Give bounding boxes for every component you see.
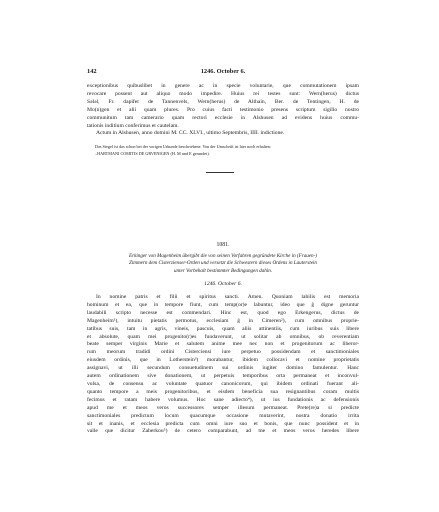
- text-line: communitum tam camerario quam rectori ecclesie in Alshusen ad evidens huius commu-: [87, 114, 359, 121]
- document-body-text: [87, 294, 359, 436]
- text-line: fecimus et ratam habere volumus. Hoc sane adiecto⁴), ut ius fundationis ac defensionis: [87, 396, 359, 403]
- text-line: laudabili scripto necesse est commendari. Hinc est, quod ego Erkengerus, dictus de: [87, 309, 359, 316]
- section-divider: [206, 172, 234, 173]
- document-date: 1246. October 6.: [204, 281, 242, 287]
- text-line: eiusdem ordinis, que in Lotherstein³) morabantur, ibidem collocavi et nomine proprietatis: [87, 357, 359, 364]
- seal-note-line: Das Siegel ist das schon bei der vorigen Urkunde beschriebene. Von der Umschrift ist hier noch erhalten:: [95, 144, 272, 149]
- page-number: 142: [87, 68, 97, 75]
- seal-note-line: ..HARTMANI COMITIS DE GRVENIGEN (H. M und E gerundet).: [95, 150, 210, 156]
- text-line: apud me et meos veros successores semper illesum permaneat. Prete(re)a si predicte: [87, 404, 359, 411]
- regest-line: unter Vorbehalt bestimmter Bedingungen dahin.: [173, 267, 273, 274]
- text-line: hominum et ea, que in tempore fiunt, cum temp(or)e labuntur, ideo que ĝ digne geruntur: [87, 301, 359, 308]
- text-line: sit et inanis, et ecclesia predicta cum omni iure suo et bonis, que nunc possident et in: [87, 420, 359, 427]
- text-line: Magenheim¹), intuitu pietatis permotus, ecclesiam ĝ in Cimeren²), cum omnibus proprie-: [87, 317, 359, 324]
- text-line: et absolute, quam mei progenito(r)es fundaverunt, ut solitar ab omnibus, ob reverentiam: [87, 333, 359, 340]
- running-head: 1246. October 6.: [200, 68, 246, 75]
- page-header: [87, 68, 359, 78]
- text-line: autem ordinationem sive donationem, ut perpetuis temporibus orta permaneat et inconvul-: [87, 373, 359, 380]
- text-line: Sələl, Fr. dapifer de Tannenvels, Wern(herus) de Althain, Ber. de Tentingen, H. de: [87, 98, 359, 105]
- regest-line: Erkinger von Magenheim übergibt die von seinen Vorfahren gegründete Kirche in (Frauen-): [129, 253, 317, 259]
- text-line: tationis inditium conferimus et cautelam.: [87, 122, 179, 129]
- text-line: Mo(n)gen et alii quam plures. Pro cuius facti testimonio presens scriptum sigillo nostro: [87, 106, 359, 113]
- text-line: sanctimoniales predictum locum quacumque occasione mutaverint, nostra donatio irrita: [87, 412, 359, 419]
- text-line: valle que dicitur Zaberkou⁵) de cetero comparabunt, ad me et meos veros heredes libere: [87, 428, 359, 435]
- text-line: vulsa, de consensu ac voluntate quatuor canonicorum, qui ibidem ordinati fuerant ali-: [87, 380, 359, 387]
- document-number: 1081.: [216, 242, 230, 248]
- regest-line: Zimmern dem Cisterzienser-Orden und versetzt die Schwestern dieses Ordens in Lauterstein: [129, 260, 317, 267]
- text-line: revocare possent aut aliquo modo impedire. Huius rei testes sunt: Wern(herus) dictus: [87, 90, 359, 97]
- text-line: beate semper virginis Marie et salutem anime mee nec non et progenitorum ac liberor-: [87, 341, 359, 348]
- text-line: assignavi, ut illi secundum consuetudinem sui ordinis iugiter domino famulentur. Hanc: [87, 365, 359, 372]
- actum-line: Actum in Alshusen, anno domini M. CC. XLVI., ultimo Septembris, IIII. indictione.: [96, 130, 285, 137]
- text-line: tatibus suis, tam in agris, vineis, pascuis, quam aliis attinentiis, cum iuribus suis libere: [87, 325, 359, 332]
- seal-note: [95, 144, 359, 157]
- text-line: rum meorum tradidi ordini Cisterciensi iure perpetuo possidendam et sanctimoniales: [87, 349, 359, 356]
- previous-document-closing-text: [87, 83, 359, 138]
- text-line: quanto tempore a meis progenitoribus, et eisdem beneficia sua resignantibus coram multis: [87, 388, 359, 395]
- document-regest: [92, 253, 354, 275]
- text-line: exceptionibus quibuslibet in genere ac in specie voluntarie, que commutationem ipsam: [87, 83, 359, 89]
- text-line: In nomine patris et filii et spiritus sancti. Amen. Quoniam labilis est memoria: [96, 294, 359, 300]
